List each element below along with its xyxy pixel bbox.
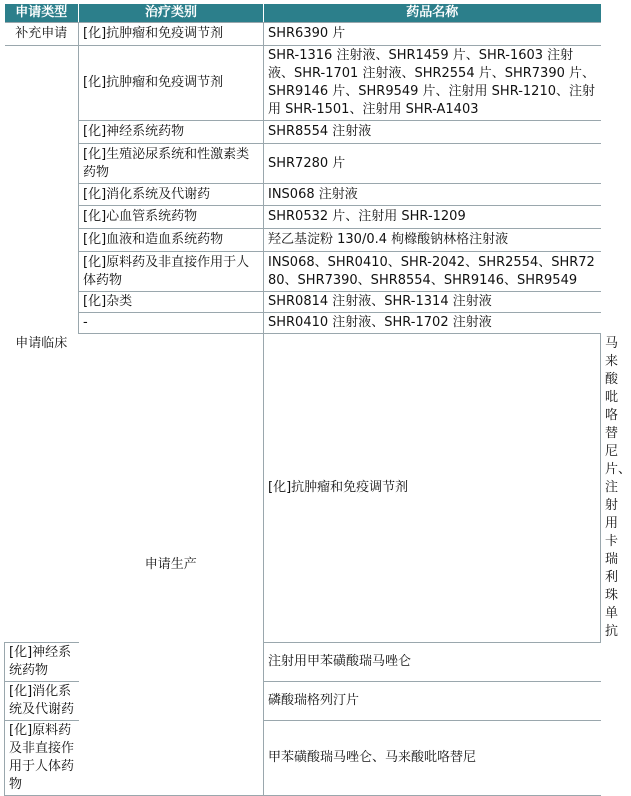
table-row: [5, 46, 601, 121]
drug-name-cell: SHR8554 注射液: [264, 121, 601, 144]
treatment-category-cell: [化]原料药及非直接作用于人体药物: [79, 252, 264, 292]
treatment-category-cell: [化]抗肿瘤和免疫调节剂: [264, 334, 601, 643]
table-row: 申请生产 [化]抗肿瘤和免疫调节剂 马来酸吡咯替尼片、注射用卡瑞利珠单抗: [5, 334, 601, 643]
drug-name-cell: 羟乙基淀粉 130/0.4 枸橼酸钠林格注射液: [264, 229, 601, 252]
table-row: [5, 313, 601, 334]
header-application-type: 申请类型: [5, 4, 79, 23]
drug-name-cell: 注射用甲苯磺酸瑞马唑仑: [264, 643, 601, 682]
table-row: [5, 23, 601, 46]
table-row: [5, 229, 601, 252]
treatment-category-cell: [化]抗肿瘤和免疫调节剂: [79, 46, 264, 121]
drug-name-cell: INS068、SHR0410、SHR-2042、SHR2554、SHR7280、SHR7390、SHR8554、SHR9146、SHR9549: [264, 252, 601, 292]
header-drug-name: 药品名称: [264, 4, 601, 23]
drug-name-cell: SHR-1316 注射液、SHR1459 片、SHR-1603 注射液、SHR-1701 注射液、SHR2554 片、SHR7390 片、SHR9146 片、SHR9549 片、注射用 SHR-1210、注射用 SHR-1501、注射用 SHR-A1403: [264, 46, 601, 121]
treatment-category-cell: [化]杂类: [79, 292, 264, 313]
drug-name-cell: SHR0532 片、注射用 SHR-1209: [264, 206, 601, 229]
treatment-category-cell: [化]神经系统药物: [5, 643, 79, 682]
treatment-category-cell: [化]抗肿瘤和免疫调节剂: [79, 23, 264, 46]
drug-name-cell: INS068 注射液: [264, 184, 601, 206]
drug-name-cell: 磷酸瑞格列汀片: [264, 682, 601, 721]
group-clinical-application: 申请临床: [5, 46, 79, 643]
treatment-category-cell: [化]血液和造血系统药物: [79, 229, 264, 252]
treatment-category-cell: [化]消化系统及代谢药: [5, 682, 79, 721]
treatment-category-cell: [化]消化系统及代谢药: [79, 184, 264, 206]
header-treatment-category: 治疗类别: [79, 4, 264, 23]
table-row: [5, 292, 601, 313]
drug-name-cell: 甲苯磺酸瑞马唑仑、马来酸吡咯替尼: [264, 721, 601, 796]
drug-name-cell: SHR0410 注射液、SHR-1702 注射液: [264, 313, 601, 334]
treatment-category-cell: [化]心血管系统药物: [79, 206, 264, 229]
group-supplementary-application: 补充申请: [5, 23, 79, 46]
table-row: [5, 252, 601, 292]
table-row: [5, 206, 601, 229]
drug-name-cell: SHR6390 片: [264, 23, 601, 46]
treatment-category-cell: -: [79, 313, 264, 334]
table-row: [5, 184, 601, 206]
table-row: [5, 121, 601, 144]
drug-application-table: [4, 4, 631, 796]
drug-name-cell: SHR7280 片: [264, 144, 601, 184]
treatment-category-cell: [化]生殖泌尿系统和性激素类药物: [79, 144, 264, 184]
treatment-category-cell: [化]原料药及非直接作用于人体药物: [5, 721, 79, 796]
header-row: [5, 4, 601, 23]
table-row: [5, 144, 601, 184]
treatment-category-cell: [化]神经系统药物: [79, 121, 264, 144]
drug-name-cell: SHR0814 注射液、SHR-1314 注射液: [264, 292, 601, 313]
group-production-application: 申请生产: [79, 334, 264, 796]
